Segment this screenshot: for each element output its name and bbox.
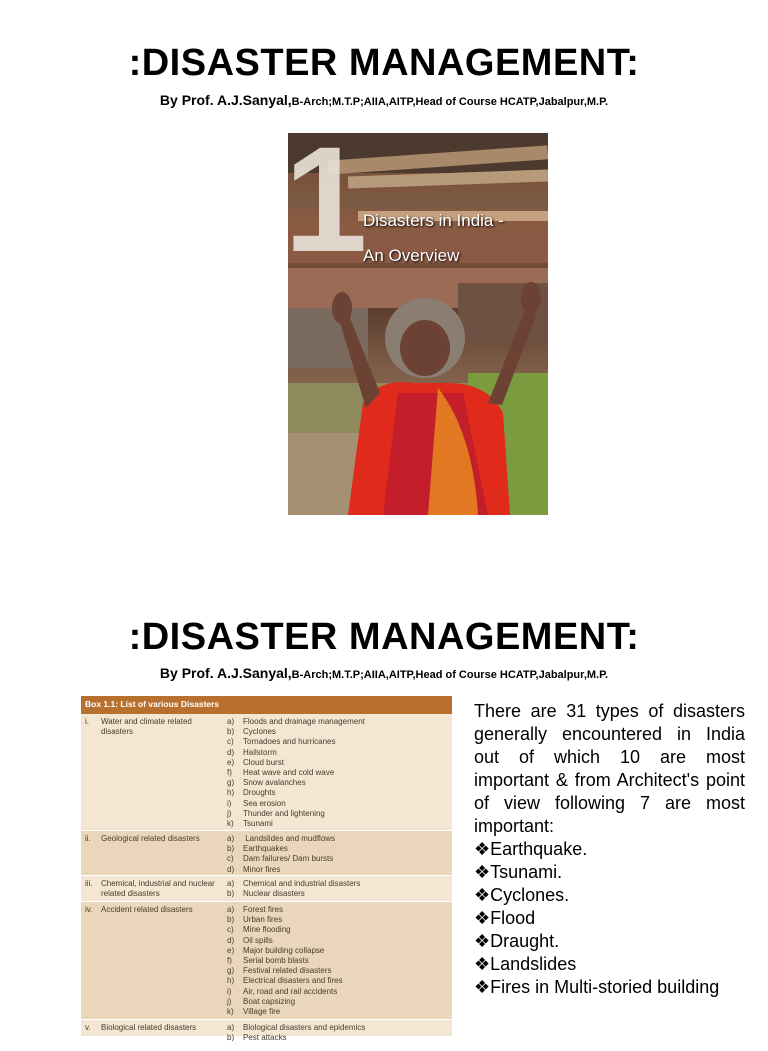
list-item: i) Air, road and rail accidents [227, 986, 338, 996]
list-item: b) Nuclear disasters [227, 889, 305, 899]
list-item: f) Serial bomb blasts [227, 955, 309, 965]
list-item: b) Pest attacks [227, 1033, 287, 1043]
author-byline [0, 93, 768, 109]
bullet-item: ❖Draught. [474, 931, 560, 951]
author-name: By Prof. A.J.Sanyal, [159, 665, 292, 681]
table-row [81, 831, 452, 876]
table-row [81, 902, 452, 1020]
table-row [81, 714, 452, 831]
list-item: b) Urban fires [227, 915, 283, 925]
list-item: g) Festival related disasters [227, 966, 332, 976]
row-number: v. [85, 1023, 91, 1032]
list-item: k) Village fire [227, 1006, 281, 1016]
list-item: e) Major building collapse [227, 945, 325, 955]
row-number: ii. [85, 834, 91, 843]
svg-text:1: 1 [284, 115, 368, 283]
row-items [227, 879, 360, 899]
summary-paragraph: There are 31 types of disasters generally encountered in India out of which 10 are most important & from Architect's point of view following 7 are most important: [474, 701, 745, 836]
list-item: a) Floods and drainage management [227, 717, 365, 726]
list-item: d) Minor fires [227, 864, 281, 874]
list-item: a) Landslides and mudflows [227, 834, 336, 843]
book-cover-image [284, 115, 548, 515]
list-item: j) Boat capsizing [227, 996, 296, 1006]
bullet-item: ❖Fires in Multi-storied building [474, 977, 720, 997]
cover-title-line-2: An Overview [363, 246, 460, 265]
list-item: c) Mine flooding [227, 925, 291, 935]
cover-photo [284, 115, 548, 515]
row-category: Geological related disasters [101, 834, 200, 843]
disaster-summary [474, 700, 745, 999]
row-number: iii. [85, 879, 93, 888]
list-item: d) Hailstorm [227, 747, 277, 757]
list-item: d) Oil spills [227, 935, 273, 945]
list-item: i) Sea erosion [227, 798, 286, 808]
bullet-item: ❖Cyclones. [474, 885, 570, 905]
row-category: Accident related disasters [101, 905, 193, 914]
cover-title-line-1: Disasters in India - [363, 211, 504, 230]
disaster-list-table [81, 696, 452, 1043]
row-items [227, 717, 365, 829]
bullet-item: ❖Flood [474, 908, 536, 928]
author-credentials: B-Arch;M.T.P;AIIA,AITP,Head of Course HCATP,Jabalpur,M.P. [291, 669, 609, 681]
author-name: By Prof. A.J.Sanyal, [159, 92, 292, 108]
list-item: e) Cloud burst [227, 757, 284, 767]
list-item: k) Tsunami [227, 818, 273, 828]
list-item: h) Electrical disasters and fires [227, 976, 343, 986]
row-number: iv. [85, 905, 93, 914]
author-byline [0, 666, 768, 682]
row-category: Biological related disasters [101, 1023, 197, 1032]
slide-title: :DISASTER MANAGEMENT: [128, 42, 640, 84]
list-item: g) Snow avalanches [227, 778, 306, 788]
list-item: b) Earthquakes [227, 844, 288, 854]
row-items [227, 905, 343, 1017]
bullet-item: ❖Landslides [474, 954, 577, 974]
list-item: c) Dam failures/ Dam bursts [227, 854, 334, 864]
slide-title: :DISASTER MANAGEMENT: [128, 616, 640, 658]
row-items [227, 1023, 365, 1043]
list-item: h) Droughts [227, 788, 276, 798]
list-item: a) Chemical and industrial disasters [227, 879, 361, 888]
list-item: c) Tornadoes and hurricanes [227, 737, 336, 747]
bullet-item: ❖Tsunami. [474, 862, 563, 882]
list-item: a) Biological disasters and epidemics [227, 1023, 366, 1032]
row-number: i. [85, 717, 89, 726]
slide-2 [0, 560, 768, 1043]
bullet-item: ❖Earthquake. [474, 839, 588, 859]
list-item: f) Heat wave and cold wave [227, 767, 335, 777]
author-credentials: B-Arch;M.T.P;AIIA,AITP,Head of Course HCATP,Jabalpur,M.P. [291, 96, 609, 108]
list-item: a) Forest fires [227, 905, 284, 914]
list-item: j) Thunder and lightening [227, 808, 325, 818]
table-row [81, 1020, 452, 1051]
table-heading: Box 1.1: List of various Disasters [81, 696, 452, 714]
list-item: b) Cyclones [227, 727, 276, 737]
row-category: Water and climate related disasters [101, 717, 192, 736]
table-row [81, 876, 452, 902]
row-category: Chemical, industrial and nuclear related disasters [101, 879, 215, 898]
row-items [227, 834, 335, 875]
